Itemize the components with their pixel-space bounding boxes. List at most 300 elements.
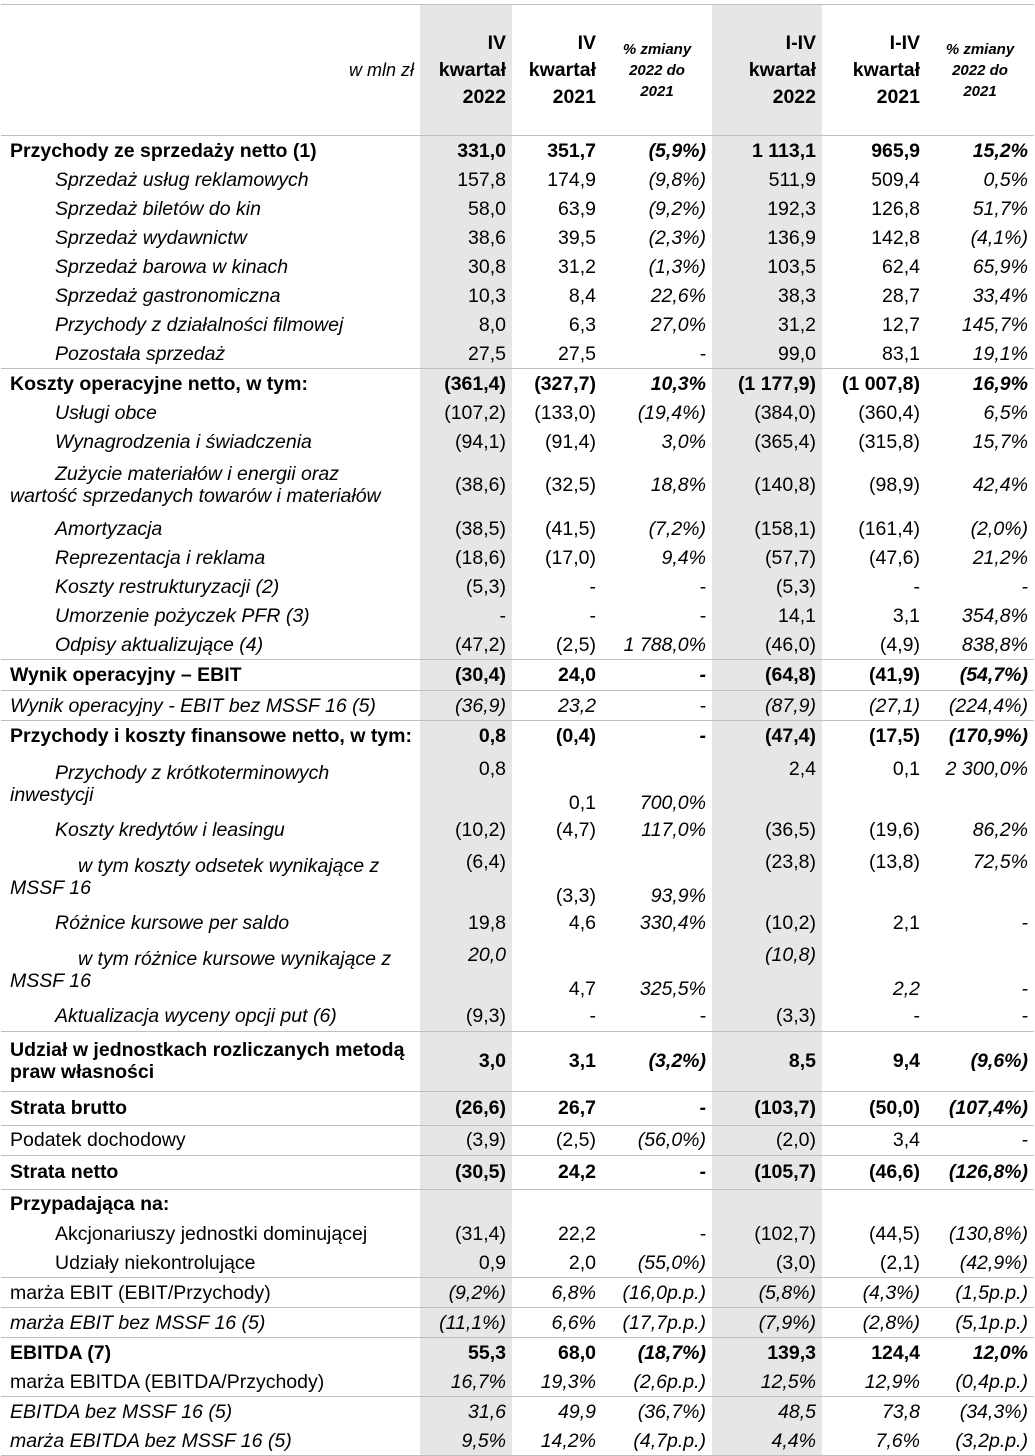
col-header-q4-2021: IV kwartał 2021 xyxy=(512,5,602,136)
row-label: Przypadająca na: xyxy=(1,1189,420,1219)
cell-ytd-2021: (315,8) xyxy=(858,430,920,453)
cell-pct-q: (55,0%) xyxy=(637,1251,706,1274)
table-row xyxy=(1,752,1034,816)
cell-q4-2022: 55,3 xyxy=(420,1338,512,1368)
cell-q4-2022: (38,5) xyxy=(420,514,512,543)
row-label: Sprzedaż gastronomiczna xyxy=(55,284,281,307)
table-row xyxy=(1,1155,1034,1189)
cell-pct-q: 330,4% xyxy=(639,912,706,934)
row-label: Przychody ze sprzedaży netto (1) xyxy=(10,139,317,162)
col-header-pct-q: % zmiany 2022 do 2021 xyxy=(602,5,712,136)
cell-q4-2021: 351,7 xyxy=(547,139,596,162)
cell-ytd-2022: (140,8) xyxy=(712,456,822,514)
cell-q4-2021: 0,1 xyxy=(568,791,596,814)
cell-pct-q: (2,3%) xyxy=(648,226,706,249)
cell-pct-q: - xyxy=(699,1005,706,1027)
cell-q4-2022: 27,5 xyxy=(420,339,512,369)
table-row xyxy=(1,543,1034,572)
table-row xyxy=(1,909,1034,938)
table-row xyxy=(1,194,1034,223)
cell-ytd-2021: 83,1 xyxy=(882,342,920,365)
cell-pct-ytd: (9,6%) xyxy=(926,1031,1034,1091)
cell-q4-2022: 0,8 xyxy=(420,752,512,816)
table-row xyxy=(1,165,1034,194)
cell-pct-q: (18,7%) xyxy=(602,1338,712,1368)
cell-ytd-2021: (360,4) xyxy=(858,401,920,424)
cell-ytd-2022: (102,7) xyxy=(712,1219,822,1248)
table-row xyxy=(1,630,1034,660)
cell-ytd-2021: (1 007,8) xyxy=(822,369,926,399)
cell-ytd-2021: 62,4 xyxy=(882,255,920,278)
row-label: Udział w jednostkach rozliczanych metodą praw własności xyxy=(1,1031,420,1091)
cell-q4-2021: 63,9 xyxy=(558,197,596,220)
table-row xyxy=(1,369,1034,399)
cell-q4-2022: 8,0 xyxy=(420,310,512,339)
cell-pct-q: - xyxy=(699,342,706,365)
unit-label: w mln zł xyxy=(1,5,420,136)
row-label: Przychody i koszty finansowe netto, w tym: xyxy=(1,721,420,752)
cell-ytd-2021: (46,6) xyxy=(822,1155,926,1189)
cell-ytd-2022: (105,7) xyxy=(712,1155,822,1189)
cell-q4-2021: (17,0) xyxy=(545,546,596,569)
table-row xyxy=(1,398,1034,427)
cell-q4-2022: 10,3 xyxy=(420,281,512,310)
table-row xyxy=(1,1278,1034,1308)
cell-pct-ytd: 15,2% xyxy=(972,139,1028,162)
cell-q4-2021: 174,9 xyxy=(547,168,596,191)
cell-q4-2021: (133,0) xyxy=(534,401,596,424)
cell-pct-ytd: (170,9%) xyxy=(926,721,1034,752)
cell-ytd-2021: (4,9) xyxy=(879,633,920,656)
cell-q4-2022: (9,3) xyxy=(420,1002,512,1032)
cell-pct-ytd: 65,9% xyxy=(972,255,1028,278)
cell-q4-2022: (30,5) xyxy=(420,1155,512,1189)
cell-q4-2021: 6,8% xyxy=(512,1278,602,1308)
cell-ytd-2021: (47,6) xyxy=(869,546,920,569)
row-label: Różnice kursowe per saldo xyxy=(55,912,290,934)
cell-pct-ytd: 33,4% xyxy=(972,284,1028,307)
cell-q4-2022: 30,8 xyxy=(420,252,512,281)
cell-ytd-2022: (103,7) xyxy=(712,1091,822,1125)
cell-pct-ytd: 42,4% xyxy=(972,474,1028,496)
cell-ytd-2022 xyxy=(712,1189,822,1219)
cell-q4-2021: 6,6% xyxy=(512,1308,602,1338)
cell-pct-ytd: (5,1p.p.) xyxy=(926,1308,1034,1338)
cell-pct-ytd: (126,8%) xyxy=(926,1155,1034,1189)
cell-pct-q: 93,9% xyxy=(650,884,706,907)
table-row xyxy=(1,1397,1034,1427)
cell-pct-ytd: 838,8% xyxy=(961,633,1028,656)
cell-q4-2021: (2,5) xyxy=(555,633,596,656)
cell-ytd-2022: (5,8%) xyxy=(712,1278,822,1308)
cell-ytd-2021: (4,3%) xyxy=(822,1278,926,1308)
cell-pct-ytd: - xyxy=(1021,1005,1028,1027)
cell-ytd-2021: 2,1 xyxy=(892,912,920,934)
cell-ytd-2022: 4,4% xyxy=(712,1426,822,1456)
cell-q4-2021: - xyxy=(589,575,596,598)
cell-ytd-2022: 136,9 xyxy=(712,223,822,252)
table-row xyxy=(1,1308,1034,1338)
cell-pct-ytd: (2,0%) xyxy=(970,517,1028,540)
table-row xyxy=(1,601,1034,630)
table-row xyxy=(1,1248,1034,1278)
row-label: Aktualizacja wyceny opcji put (6) xyxy=(55,1005,337,1027)
cell-pct-q: (4,7p.p.) xyxy=(602,1426,712,1456)
col-header-ytd-2021: I-IV kwartał 2021 xyxy=(822,5,926,136)
table-row xyxy=(1,691,1034,721)
table-row xyxy=(1,223,1034,252)
table-row xyxy=(1,339,1034,369)
cell-ytd-2021: 965,9 xyxy=(871,139,920,162)
cell-ytd-2021: (13,8) xyxy=(869,850,920,873)
row-label: Zużycie materiałów i energii oraz wartość sprzedanych towarów i materiałów xyxy=(10,463,381,507)
cell-pct-q: 10,3% xyxy=(602,369,712,399)
cell-q4-2022: - xyxy=(420,601,512,630)
cell-q4-2021: 23,2 xyxy=(512,691,602,721)
cell-ytd-2021: 7,6% xyxy=(822,1426,926,1456)
cell-pct-ytd: 72,5% xyxy=(972,850,1028,873)
cell-pct-ytd: (42,9%) xyxy=(959,1251,1028,1274)
row-label: Przychody z działalności filmowej xyxy=(55,313,344,336)
cell-ytd-2022: 99,0 xyxy=(712,339,822,369)
table-row xyxy=(1,572,1034,601)
cell-ytd-2022: 511,9 xyxy=(712,165,822,194)
cell-q4-2021: (4,7) xyxy=(555,819,596,841)
cell-q4-2021: 68,0 xyxy=(512,1338,602,1368)
cell-q4-2021: 19,3% xyxy=(540,1370,596,1393)
cell-ytd-2022: (384,0) xyxy=(712,398,822,427)
cell-ytd-2021: 126,8 xyxy=(871,197,920,220)
cell-pct-ytd: 19,1% xyxy=(972,342,1028,365)
cell-ytd-2022: 8,5 xyxy=(712,1031,822,1091)
table-row xyxy=(1,1091,1034,1125)
cell-pct-ytd: (107,4%) xyxy=(926,1091,1034,1125)
cell-ytd-2021: 12,9% xyxy=(864,1370,920,1393)
cell-ytd-2022: (46,0) xyxy=(712,630,822,660)
cell-ytd-2022: 103,5 xyxy=(712,252,822,281)
row-label: Pozostała sprzedaż xyxy=(55,342,226,365)
cell-ytd-2022: 2,4 xyxy=(712,752,822,816)
cell-pct-ytd: (34,3%) xyxy=(926,1397,1034,1427)
table-row xyxy=(1,310,1034,339)
col-header-pct-ytd: % zmiany 2022 do 2021 xyxy=(926,5,1034,136)
row-label: marża EBITDA (EBITDA/Przychody) xyxy=(10,1370,325,1393)
cell-q4-2022: (38,6) xyxy=(420,456,512,514)
table-row xyxy=(1,136,1034,166)
cell-pct-ytd: - xyxy=(1021,575,1028,598)
cell-q4-2022: (10,2) xyxy=(420,816,512,845)
row-label: w tym koszty odsetek wynikające z MSSF 16 xyxy=(10,854,380,899)
table-row xyxy=(1,1219,1034,1248)
cell-ytd-2021: 0,1 xyxy=(892,757,920,780)
cell-q4-2021: 3,1 xyxy=(512,1031,602,1091)
cell-q4-2022: (361,4) xyxy=(420,369,512,399)
cell-q4-2021: (3,3) xyxy=(555,884,596,907)
cell-pct-q: (19,4%) xyxy=(637,401,706,424)
cell-pct-ytd: 15,7% xyxy=(972,430,1028,453)
cell-ytd-2021 xyxy=(822,1189,926,1219)
cell-ytd-2022: (23,8) xyxy=(712,845,822,909)
table-row xyxy=(1,721,1034,752)
row-label: w tym różnice kursowe wynikające z MSSF 16 xyxy=(10,947,392,992)
cell-q4-2022 xyxy=(420,1189,512,1219)
cell-ytd-2022: (10,2) xyxy=(712,909,822,938)
cell-q4-2021: 31,2 xyxy=(558,255,596,278)
cell-pct-q: (3,2%) xyxy=(602,1031,712,1091)
row-label: Strata brutto xyxy=(1,1091,420,1125)
col-header-q4-2022: IV kwartał 2022 xyxy=(420,5,512,136)
cell-ytd-2021: (2,1) xyxy=(879,1251,920,1274)
cell-pct-q: (7,2%) xyxy=(648,517,706,540)
cell-q4-2021: 22,2 xyxy=(558,1222,596,1245)
table-row xyxy=(1,845,1034,909)
cell-q4-2021 xyxy=(512,1189,602,1219)
cell-q4-2022: (6,4) xyxy=(420,845,512,909)
cell-pct-ytd: 12,0% xyxy=(926,1338,1034,1368)
row-label: marża EBITDA bez MSSF 16 (5) xyxy=(1,1426,420,1456)
cell-q4-2022: (18,6) xyxy=(420,543,512,572)
cell-pct-ytd: - xyxy=(1021,977,1028,1000)
table-row xyxy=(1,514,1034,543)
cell-pct-q: - xyxy=(699,604,706,627)
row-label: Koszty kredytów i leasingu xyxy=(55,819,285,841)
row-label: Usługi obce xyxy=(55,401,157,424)
cell-q4-2022: (3,9) xyxy=(420,1125,512,1155)
cell-q4-2021: 2,0 xyxy=(568,1251,596,1274)
row-label: Sprzedaż biletów do kin xyxy=(55,197,261,220)
row-label: Udziały niekontrolujące xyxy=(55,1251,256,1274)
cell-ytd-2021: (44,5) xyxy=(869,1222,920,1245)
row-label: Przychody z krótkoterminowych inwestycji xyxy=(10,761,330,806)
cell-pct-q: 700,0% xyxy=(639,791,706,814)
cell-q4-2021: 24,0 xyxy=(512,660,602,691)
cell-pct-q: 3,0% xyxy=(661,430,706,453)
cell-ytd-2021: 509,4 xyxy=(871,168,920,191)
cell-pct-ytd: - xyxy=(926,1125,1034,1155)
cell-pct-ytd: 21,2% xyxy=(972,546,1028,569)
cell-q4-2022: (94,1) xyxy=(420,427,512,456)
table-row xyxy=(1,816,1034,845)
table-row xyxy=(1,281,1034,310)
cell-ytd-2021: (98,9) xyxy=(869,474,920,496)
cell-pct-ytd xyxy=(926,1189,1034,1219)
cell-pct-ytd: - xyxy=(1021,912,1028,934)
cell-ytd-2022: (3,3) xyxy=(712,1002,822,1032)
cell-pct-ytd: (224,4%) xyxy=(926,691,1034,721)
row-label: Reprezentacja i reklama xyxy=(55,546,266,569)
cell-pct-q: (16,0p.p.) xyxy=(602,1278,712,1308)
table-row xyxy=(1,1125,1034,1155)
cell-ytd-2022: 1 113,1 xyxy=(712,136,822,166)
cell-ytd-2022: (36,5) xyxy=(712,816,822,845)
cell-pct-q: (56,0%) xyxy=(602,1125,712,1155)
table-row xyxy=(1,1189,1034,1219)
row-label: Sprzedaż barowa w kinach xyxy=(55,255,289,278)
table-row xyxy=(1,660,1034,691)
cell-pct-q: 1 788,0% xyxy=(623,633,706,656)
row-label: marża EBIT (EBIT/Przychody) xyxy=(1,1278,420,1308)
cell-pct-q: (17,7p.p.) xyxy=(602,1308,712,1338)
cell-pct-q: 22,6% xyxy=(650,284,706,307)
row-label: Koszty operacyjne netto, w tym: xyxy=(1,369,420,399)
cell-ytd-2022: (64,8) xyxy=(712,660,822,691)
cell-q4-2022: 58,0 xyxy=(420,194,512,223)
cell-ytd-2021: 3,1 xyxy=(892,604,920,627)
cell-ytd-2021: 73,8 xyxy=(822,1397,926,1427)
cell-q4-2021: 49,9 xyxy=(512,1397,602,1427)
cell-pct-q: - xyxy=(602,1091,712,1125)
cell-q4-2022: 0,8 xyxy=(420,721,512,752)
table-row xyxy=(1,252,1034,281)
cell-q4-2021: (2,5) xyxy=(512,1125,602,1155)
cell-q4-2022: 16,7% xyxy=(420,1367,512,1397)
cell-q4-2022: 157,8 xyxy=(420,165,512,194)
cell-q4-2022: 3,0 xyxy=(420,1031,512,1091)
row-label: Odpisy aktualizujące (4) xyxy=(55,633,264,656)
row-label: Strata netto xyxy=(1,1155,420,1189)
cell-q4-2021: (91,4) xyxy=(545,430,596,453)
cell-q4-2021: - xyxy=(589,1005,596,1027)
cell-q4-2022: 9,5% xyxy=(420,1426,512,1456)
cell-pct-ytd: 2 300,0% xyxy=(945,757,1028,780)
table-row xyxy=(1,427,1034,456)
cell-ytd-2021: - xyxy=(913,575,920,598)
col-header-ytd-2022: I-IV kwartał 2022 xyxy=(712,5,822,136)
cell-ytd-2022: (57,7) xyxy=(712,543,822,572)
cell-q4-2021: 26,7 xyxy=(512,1091,602,1125)
cell-ytd-2021: 142,8 xyxy=(871,226,920,249)
cell-q4-2021: 24,2 xyxy=(512,1155,602,1189)
cell-q4-2021: 4,7 xyxy=(568,977,596,1000)
cell-ytd-2021: 9,4 xyxy=(822,1031,926,1091)
cell-ytd-2022: (7,9%) xyxy=(712,1308,822,1338)
cell-q4-2022: (9,2%) xyxy=(420,1278,512,1308)
cell-ytd-2021: 28,7 xyxy=(882,284,920,307)
cell-pct-q: 27,0% xyxy=(650,313,706,336)
cell-pct-ytd: (0,4p.p.) xyxy=(955,1370,1028,1393)
row-label: marża EBIT bez MSSF 16 (5) xyxy=(1,1308,420,1338)
cell-pct-ytd: 145,7% xyxy=(961,313,1028,336)
cell-ytd-2022: (87,9) xyxy=(712,691,822,721)
cell-ytd-2022: (5,3) xyxy=(712,572,822,601)
table-row xyxy=(1,1031,1034,1091)
cell-ytd-2022: 38,3 xyxy=(712,281,822,310)
table-row xyxy=(1,1338,1034,1368)
cell-ytd-2021: (50,0) xyxy=(822,1091,926,1125)
cell-q4-2022: 19,8 xyxy=(420,909,512,938)
table-row xyxy=(1,938,1034,1002)
cell-ytd-2022: (47,4) xyxy=(712,721,822,752)
row-label: EBITDA (7) xyxy=(1,1338,420,1368)
cell-ytd-2021: - xyxy=(913,1005,920,1027)
cell-ytd-2022: 12,5% xyxy=(712,1367,822,1397)
cell-q4-2021: (0,4) xyxy=(512,721,602,752)
cell-ytd-2021: (2,8%) xyxy=(822,1308,926,1338)
cell-q4-2021: (327,7) xyxy=(512,369,602,399)
cell-q4-2021: 6,3 xyxy=(568,313,596,336)
cell-pct-ytd: 6,5% xyxy=(983,401,1028,424)
cell-ytd-2021: 12,7 xyxy=(882,313,920,336)
cell-ytd-2021: (41,9) xyxy=(822,660,926,691)
row-label: Koszty restrukturyzacji (2) xyxy=(55,575,280,598)
cell-ytd-2022: (1 177,9) xyxy=(712,369,822,399)
cell-pct-q: - xyxy=(699,1222,706,1245)
cell-pct-ytd: (4,1%) xyxy=(970,226,1028,249)
header-row xyxy=(1,5,1034,136)
cell-q4-2021: 39,5 xyxy=(558,226,596,249)
cell-ytd-2021: (19,6) xyxy=(869,819,920,841)
cell-pct-q: (5,9%) xyxy=(648,139,706,162)
cell-q4-2022: 31,6 xyxy=(420,1397,512,1427)
row-label: Sprzedaż wydawnictw xyxy=(55,226,247,249)
table-row xyxy=(1,1426,1034,1456)
cell-pct-q: - xyxy=(602,721,712,752)
cell-pct-ytd: 51,7% xyxy=(972,197,1028,220)
cell-pct-q xyxy=(602,1189,712,1219)
cell-q4-2022: 0,9 xyxy=(420,1248,512,1278)
cell-ytd-2021: 3,4 xyxy=(822,1125,926,1155)
cell-q4-2022: (31,4) xyxy=(420,1219,512,1248)
cell-q4-2022: (5,3) xyxy=(420,572,512,601)
cell-pct-ytd: (54,7%) xyxy=(926,660,1034,691)
cell-pct-q: (2,6p.p.) xyxy=(633,1370,706,1393)
row-label: Amortyzacja xyxy=(55,517,163,540)
cell-ytd-2022: (365,4) xyxy=(712,427,822,456)
cell-pct-q: (9,8%) xyxy=(648,168,706,191)
cell-q4-2021: 14,2% xyxy=(512,1426,602,1456)
row-label: Akcjonariuszy jednostki dominującej xyxy=(55,1222,368,1245)
cell-ytd-2022: (2,0) xyxy=(712,1125,822,1155)
cell-pct-ytd: 86,2% xyxy=(972,819,1028,841)
cell-pct-ytd: (1,5p.p.) xyxy=(926,1278,1034,1308)
row-label: Umorzenie pożyczek PFR (3) xyxy=(55,604,310,627)
cell-ytd-2021: (17,5) xyxy=(822,721,926,752)
cell-ytd-2022: 192,3 xyxy=(712,194,822,223)
cell-q4-2022: (30,4) xyxy=(420,660,512,691)
cell-q4-2021: (41,5) xyxy=(545,517,596,540)
cell-pct-q: 325,5% xyxy=(639,977,706,1000)
cell-pct-ytd: 0,5% xyxy=(983,168,1028,191)
cell-pct-q: (36,7%) xyxy=(602,1397,712,1427)
row-label: Podatek dochodowy xyxy=(1,1125,420,1155)
cell-ytd-2022: (10,8) xyxy=(712,938,822,1002)
cell-pct-q: - xyxy=(602,660,712,691)
row-label: EBITDA bez MSSF 16 (5) xyxy=(1,1397,420,1427)
cell-q4-2022: 38,6 xyxy=(420,223,512,252)
row-label: Wynagrodzenia i świadczenia xyxy=(55,430,312,453)
cell-q4-2022: (47,2) xyxy=(420,630,512,660)
row-label: Sprzedaż usług reklamowych xyxy=(55,168,309,191)
cell-pct-ytd: 354,8% xyxy=(961,604,1028,627)
cell-ytd-2022: (3,0) xyxy=(712,1248,822,1278)
cell-ytd-2021: (161,4) xyxy=(858,517,920,540)
cell-q4-2022: (107,2) xyxy=(420,398,512,427)
cell-pct-q: (9,2%) xyxy=(648,197,706,220)
financial-table xyxy=(1,4,1034,1456)
cell-pct-q: 18,8% xyxy=(650,474,706,496)
row-label: Wynik operacyjny – EBIT xyxy=(1,660,420,691)
cell-pct-q: - xyxy=(699,575,706,598)
table-row xyxy=(1,456,1034,514)
cell-ytd-2021: (27,1) xyxy=(822,691,926,721)
cell-pct-ytd: (130,8%) xyxy=(948,1222,1028,1245)
cell-q4-2021: 4,6 xyxy=(568,912,596,934)
cell-q4-2021: 8,4 xyxy=(568,284,596,307)
cell-ytd-2022: 31,2 xyxy=(712,310,822,339)
cell-q4-2022: (11,1%) xyxy=(420,1308,512,1338)
cell-ytd-2022: 14,1 xyxy=(712,601,822,630)
cell-pct-q: (1,3%) xyxy=(648,255,706,278)
